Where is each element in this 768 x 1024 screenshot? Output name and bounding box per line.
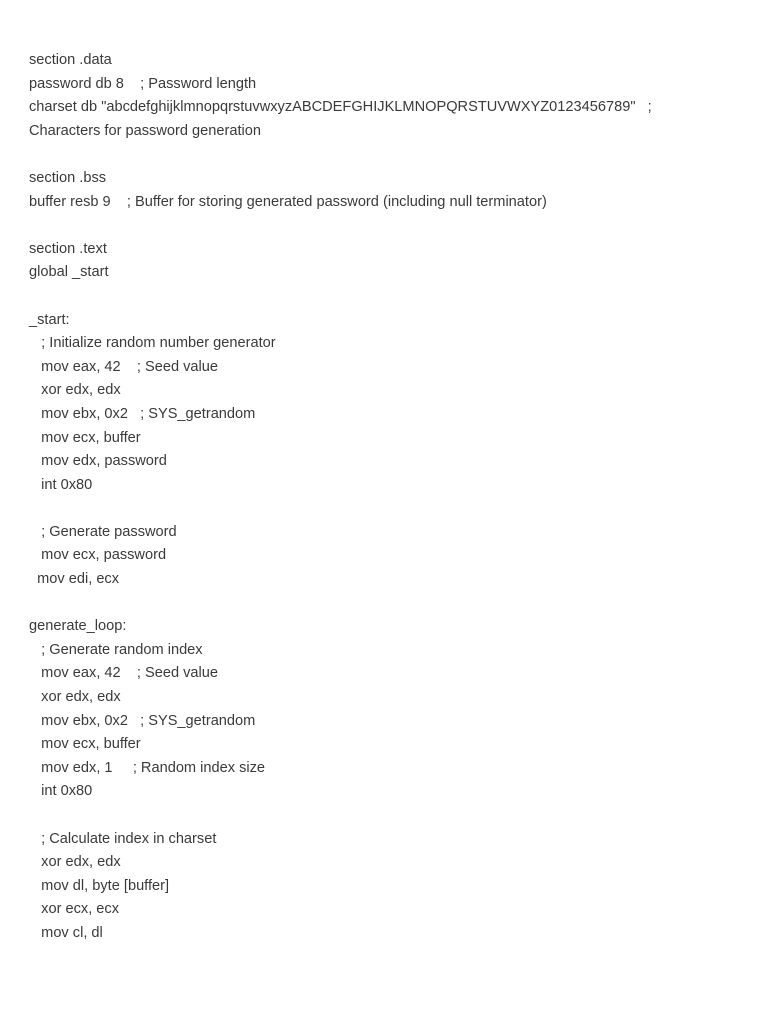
code-line: xor edx, edx bbox=[29, 854, 121, 871]
code-line: mov ebx, 0x2 ; SYS_getrandom bbox=[29, 405, 256, 422]
code-line: global _start bbox=[29, 264, 109, 281]
blank-line bbox=[29, 143, 741, 167]
blank-line bbox=[29, 804, 741, 828]
code-line: section .bss bbox=[29, 169, 107, 186]
blank-line bbox=[29, 592, 741, 616]
code-line: mov eax, 42 ; Seed value bbox=[29, 358, 219, 375]
code-line: xor edx, edx bbox=[29, 382, 121, 399]
code-line: generate_loop: bbox=[29, 618, 127, 635]
code-line: xor ecx, ecx bbox=[29, 901, 120, 918]
blank-line bbox=[29, 214, 741, 238]
code-line: Characters for password generation bbox=[29, 122, 261, 139]
code-line: int 0x80 bbox=[29, 783, 93, 800]
code-line: mov ebx, 0x2 ; SYS_getrandom bbox=[29, 712, 256, 729]
code-line: section .text bbox=[29, 240, 107, 257]
blank-line bbox=[29, 285, 741, 309]
code-line: ; Generate password bbox=[29, 523, 177, 540]
code-line: mov cl, dl bbox=[29, 924, 103, 941]
blank-line bbox=[29, 497, 741, 521]
code-line: mov edx, 1 ; Random index size bbox=[29, 759, 266, 776]
code-line: mov ecx, password bbox=[29, 547, 167, 564]
code-line: buffer resb 9 ; Buffer for storing generated password (including null terminator) bbox=[29, 193, 547, 210]
code-document bbox=[29, 49, 741, 946]
code-line: charset db "abcdefghijklmnopqrstuvwxyzABCDEFGHIJKLMNOPQRSTUVWXYZ0123456789" ; bbox=[29, 99, 652, 116]
code-line: mov eax, 42 ; Seed value bbox=[29, 665, 219, 682]
code-line: _start: bbox=[29, 311, 70, 328]
code-line: section .data bbox=[29, 52, 112, 68]
code-line: password db 8 ; Password length bbox=[29, 75, 257, 92]
code-line: ; Generate random index bbox=[29, 641, 203, 658]
code-line: xor edx, edx bbox=[29, 689, 121, 706]
code-line: mov dl, byte [buffer] bbox=[29, 877, 170, 894]
code-line: mov ecx, buffer bbox=[29, 736, 141, 753]
code-line: int 0x80 bbox=[29, 476, 93, 493]
code-line: ; Calculate index in charset bbox=[29, 830, 217, 847]
code-line: mov edi, ecx bbox=[29, 571, 120, 588]
code-line: mov edx, password bbox=[29, 453, 167, 470]
code-line: mov ecx, buffer bbox=[29, 429, 141, 446]
code-line: ; Initialize random number generator bbox=[29, 335, 276, 352]
